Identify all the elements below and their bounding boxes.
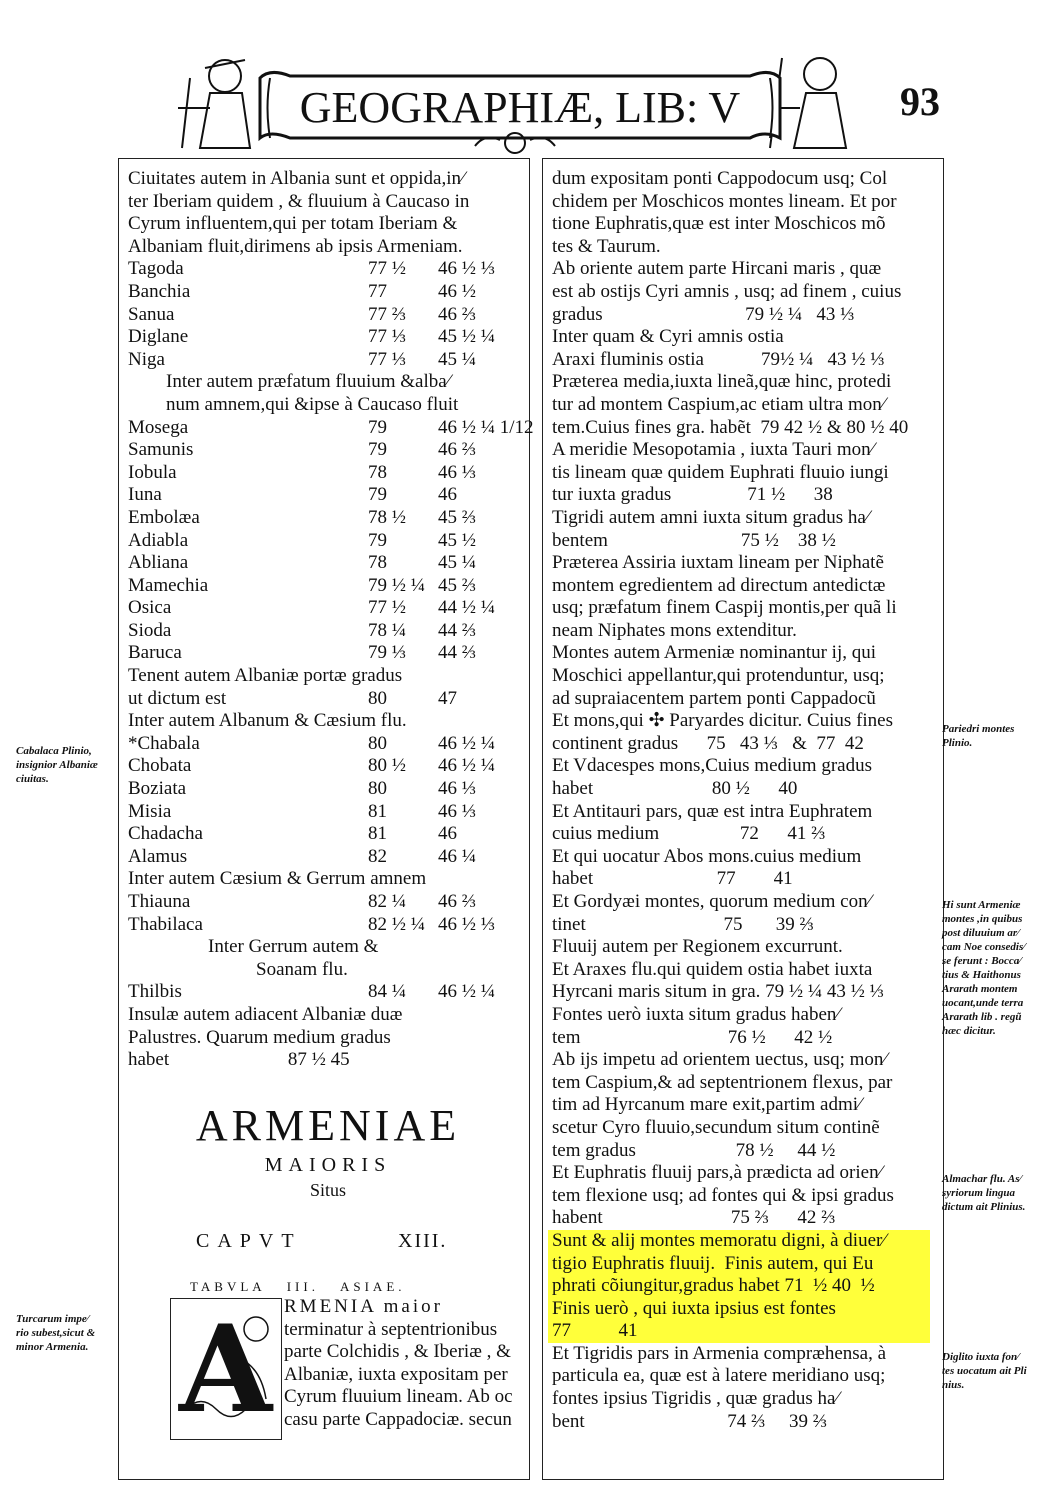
longitude: 77 ½ bbox=[368, 597, 406, 619]
text-line: Hyrcani maris situm in gra. 79 ½ ¼ 43 ½ ⅓ bbox=[552, 981, 884, 1003]
text-line: Araxi fluminis ostia 79½ ¼ 43 ½ ⅓ bbox=[552, 348, 885, 370]
place-row bbox=[128, 846, 528, 869]
text-line: fontes ipsius Tigridis , quæ gradus ha⁄ bbox=[552, 1388, 839, 1410]
left-column bbox=[128, 168, 534, 1312]
latitude: 47 bbox=[438, 687, 457, 709]
longitude: 81 bbox=[368, 823, 387, 845]
text-line: Præterea Assiria iuxtam lineam per Niphatẽ bbox=[552, 552, 884, 574]
latitude: 46 ½ ¼ bbox=[438, 755, 495, 777]
place-row bbox=[128, 530, 528, 553]
longitude: 79 ⅓ bbox=[368, 642, 406, 664]
place-name: Tagoda bbox=[128, 258, 184, 280]
text-line: Inter autem præfatum fluuium &alba⁄ bbox=[166, 371, 450, 393]
text-line: parte Colchidis , & Iberiæ , & bbox=[284, 1341, 511, 1363]
place-name: Thabilaca bbox=[128, 913, 203, 935]
latitude: 46 ½ ⅓ bbox=[438, 913, 495, 935]
latitude: 46 ⅓ bbox=[438, 778, 476, 800]
longitude: 78 bbox=[368, 461, 387, 483]
text-line: tem gradus 78 ½ 44 ½ bbox=[552, 1139, 836, 1161]
place-row bbox=[128, 349, 528, 372]
text-line: est ab ostijs Cyri amnis , usq; ad finem , cuius bbox=[552, 280, 902, 302]
place-row bbox=[128, 258, 528, 281]
latitude: 46 ⅓ bbox=[438, 800, 476, 822]
text-line: A meridie Mesopotamia , iuxta Tauri mon⁄ bbox=[552, 439, 874, 461]
longitude: 78 bbox=[368, 552, 387, 574]
longitude: 82 bbox=[368, 845, 387, 867]
latitude: 45 ½ ¼ bbox=[438, 326, 495, 348]
latitude: 46 ⅓ bbox=[438, 461, 476, 483]
longitude: 84 ¼ bbox=[368, 981, 406, 1003]
text-line: casu parte Cappadociæ. secun bbox=[284, 1408, 512, 1430]
chapter-title: ARMENIAE bbox=[195, 1100, 461, 1150]
text-line: Et Tigridis pars in Armenia compræhensa, à bbox=[552, 1342, 887, 1364]
text-line: habent 75 ⅔ 42 ⅔ bbox=[552, 1207, 836, 1229]
latitude: 44 ⅔ bbox=[438, 642, 476, 664]
place-row bbox=[128, 620, 528, 643]
text-line: Palustres. Quarum medium gradus bbox=[128, 1026, 391, 1048]
place-row bbox=[128, 575, 528, 598]
text-line: tim ad Hyrcanum mare exit,partim admi⁄ bbox=[552, 1094, 862, 1116]
latitude: 46 ¼ bbox=[438, 845, 476, 867]
longitude: 79 ½ ¼ bbox=[368, 574, 425, 596]
text-line: habet 87 ½ 45 bbox=[128, 1049, 350, 1071]
latitude: 46 ½ bbox=[438, 280, 476, 302]
longitude: 77 ⅓ bbox=[368, 348, 406, 370]
text-line: Cyrum influentem,qui per totam Iberiam & bbox=[128, 213, 458, 235]
place-row bbox=[128, 688, 528, 711]
initial-letter: A bbox=[179, 1299, 273, 1440]
latitude: 46 bbox=[438, 823, 457, 845]
place-name: ut dictum est bbox=[128, 687, 227, 709]
place-row bbox=[128, 281, 528, 304]
text-line: habet 77 41 bbox=[552, 868, 793, 890]
highlighted-line: Finis uerò , qui iuxta ipsius est fontes bbox=[548, 1298, 930, 1321]
armenia-paragraph bbox=[284, 1296, 514, 1432]
latitude: 46 ½ ¼ 1/12 bbox=[438, 416, 534, 438]
latitude: 44 ⅔ bbox=[438, 619, 476, 641]
latitude: 46 ½ ¼ bbox=[438, 732, 495, 754]
text-line: Ciuitates autem in Albania sunt et oppida,in⁄ bbox=[128, 168, 465, 189]
text-line: terminatur à septentrionibus bbox=[284, 1318, 498, 1340]
text-line: dum expositam ponti Cappodocum usq; Col bbox=[552, 168, 888, 189]
highlighted-line: phrati cõiungitur,gradus habet 71 ½ 40 ½ bbox=[548, 1275, 930, 1298]
place-name: Diglane bbox=[128, 326, 189, 348]
page-number: 93 bbox=[900, 79, 940, 124]
latitude: 46 ⅔ bbox=[438, 891, 476, 912]
place-row bbox=[128, 439, 528, 462]
latitude: 45 ½ bbox=[438, 529, 476, 551]
latitude: 45 ¼ bbox=[438, 552, 476, 574]
text-line: Præterea media,iuxta lineã,quæ hinc, protedi bbox=[552, 371, 892, 393]
longitude: 77 ⅓ bbox=[368, 326, 406, 348]
text-line: chidem per Moschicos montes lineam. Et por bbox=[552, 190, 897, 212]
highlighted-line: tigio Euphratis fluuij. Finis autem, qui Eu bbox=[548, 1253, 930, 1276]
decorated-initial bbox=[170, 1298, 282, 1440]
longitude: 80 bbox=[368, 687, 387, 709]
longitude: 79 bbox=[368, 484, 387, 506]
margin-note-almachar: Almachar flu. As⁄ syriorum lingua dictum ait Plinius. bbox=[942, 1173, 1026, 1213]
margin-note-diglito: Diglito iuxta fon⁄ tes uocatum ait Pli nius. bbox=[942, 1351, 1027, 1391]
text-line: Et Antitauri pars, quæ est intra Euphratem bbox=[552, 800, 873, 822]
text-line: num amnem,qui &ipse à Caucaso fluit bbox=[166, 393, 459, 415]
caput-label: CAPVT bbox=[196, 1229, 302, 1252]
margin-note-cabalaca: Cabalaca Plinio, insignior Albaniæ ciuitas. bbox=[16, 745, 98, 785]
chapter-situs: Situs bbox=[309, 1179, 347, 1200]
text-line: Tigridi autem amni iuxta situm gradus ha⁄ bbox=[552, 506, 869, 528]
text-line: usq; præfatum finem Caspij montis,per quã li bbox=[552, 597, 897, 619]
latitude: 46 ⅔ bbox=[438, 303, 476, 325]
highlighted-line: 77 41 bbox=[548, 1320, 930, 1343]
text-line: bentem 75 ½ 38 ½ bbox=[552, 529, 836, 551]
place-row bbox=[128, 801, 528, 824]
text-line: Ab ijs impetu ad orientem uectus, usq; mon⁄ bbox=[552, 1049, 887, 1071]
text-line: Soanam flu. bbox=[256, 958, 348, 980]
text-line: RMENIA maior bbox=[284, 1296, 443, 1317]
place-name: Mamechia bbox=[128, 574, 209, 596]
text-line: tur iuxta gradus 71 ½ 38 bbox=[552, 484, 833, 506]
text-line: Et Vdacespes mons,Cuius medium gradus bbox=[552, 755, 872, 777]
place-row bbox=[128, 507, 528, 530]
text-line: tinet 75 39 ⅔ bbox=[552, 913, 814, 935]
caput-number: XIII. bbox=[398, 1229, 448, 1252]
text-line: Albaniam fluit,dirimens ab ipsis Armeniam. bbox=[128, 235, 463, 257]
header-title: GEOGRAPHIÆ, LIB: V bbox=[299, 83, 741, 132]
text-line: habet 80 ½ 40 bbox=[552, 778, 798, 800]
place-row bbox=[128, 552, 528, 575]
place-name: Thiauna bbox=[128, 891, 191, 912]
text-line: Inter autem Albanum & Cæsium flu. bbox=[128, 710, 407, 732]
text-line: bent 74 ⅔ 39 ⅔ bbox=[552, 1410, 827, 1432]
text-line: Ab oriente autem parte Hircani maris , quæ bbox=[552, 258, 882, 280]
place-row bbox=[128, 326, 528, 349]
text-line: gradus 79 ½ ¼ 43 ⅓ bbox=[552, 303, 855, 325]
text-line: Et mons,qui ✣ Paryardes dicitur. Cuius fines bbox=[552, 710, 893, 732]
place-row bbox=[128, 981, 528, 1004]
text-line: continent gradus 75 43 ⅓ & 77 42 bbox=[552, 732, 864, 754]
place-row bbox=[128, 891, 528, 914]
text-line: Et qui uocatur Abos mons.cuius medium bbox=[552, 845, 862, 867]
latitude: 46 bbox=[438, 484, 457, 506]
text-line: neam Niphates mons extenditur. bbox=[552, 619, 797, 641]
highlighted-line: Sunt & alij montes memoratu digni, à diuer⁄ bbox=[548, 1230, 930, 1253]
latitude: 46 ½ ⅓ bbox=[438, 258, 495, 280]
margin-note-hisunt: Hi sunt Armeniæ montes ,in quibus post diluuium ar⁄ cam Noe consedis⁄ se ferunt : Bocca⁄ tius & Haithonus Ararath montem uocant,unde terra Ararath lib . regũ hæc dicitur. bbox=[942, 899, 1026, 1037]
text-line: scetur Cyro fluuio,secundum situm continẽ bbox=[552, 1116, 880, 1138]
place-row bbox=[128, 597, 528, 620]
text-line: Inter Gerrum autem & bbox=[208, 936, 379, 958]
place-row bbox=[128, 733, 528, 756]
text-line: cuius medium 72 41 ⅔ bbox=[552, 823, 826, 845]
place-name: Chobata bbox=[128, 755, 192, 777]
place-name: Embolæa bbox=[128, 506, 200, 528]
longitude: 81 bbox=[368, 800, 387, 822]
text-line: tione Euphratis,quæ est inter Moschicos mõ bbox=[552, 213, 886, 235]
longitude: 79 bbox=[368, 416, 387, 438]
text-line: Tenent autem Albaniæ portæ gradus bbox=[128, 665, 403, 687]
place-name: Iuna bbox=[128, 484, 162, 506]
margin-note-pariedri: Pariedri montes Plinio. bbox=[942, 723, 1015, 749]
text-line: tur ad montem Caspium,ac etiam ultra mon⁄ bbox=[552, 393, 885, 415]
text-line: Cyrum fluuium lineam. Ab oc bbox=[284, 1386, 513, 1408]
text-line: Inter autem Cæsium & Gerrum amnem bbox=[128, 868, 427, 890]
text-line: ter Iberiam quidem , & fluuium à Caucaso in bbox=[128, 190, 470, 212]
place-name: Mosega bbox=[128, 416, 189, 438]
place-name: Niga bbox=[128, 348, 165, 370]
place-name: Sanua bbox=[128, 303, 175, 325]
place-name: Abliana bbox=[128, 552, 189, 574]
text-line: tem.Cuius fines gra. habẽt 79 42 ½ & 80 ½ 40 bbox=[552, 416, 909, 438]
longitude: 77 ⅔ bbox=[368, 303, 406, 325]
text-line: Inter quam & Cyri amnis ostia bbox=[552, 326, 784, 348]
text-line: montem egredientem ad directum antedictæ bbox=[552, 574, 886, 596]
place-name: Sioda bbox=[128, 619, 172, 641]
place-name: Chadacha bbox=[128, 823, 203, 845]
text-line: tis lineam quæ quidem Euphrati fluuio iungi bbox=[552, 461, 889, 483]
place-name: Alamus bbox=[128, 845, 188, 867]
place-row bbox=[128, 823, 528, 846]
right-column bbox=[552, 168, 937, 1433]
longitude: 79 bbox=[368, 529, 387, 551]
text-line: particula ea, quæ est à latere meridiano usq; bbox=[552, 1365, 886, 1387]
longitude: 82 ¼ bbox=[368, 891, 406, 912]
place-row bbox=[128, 914, 528, 937]
text-line: Et Araxes flu.qui quidem ostia habet iuxta bbox=[552, 958, 873, 980]
longitude: 82 ½ ¼ bbox=[368, 913, 425, 935]
longitude: 77 ½ bbox=[368, 258, 406, 280]
longitude: 77 bbox=[368, 280, 387, 302]
text-line: tem Caspium,& ad septentrionem flexus, par bbox=[552, 1071, 893, 1093]
place-name: Baruca bbox=[128, 642, 182, 664]
text-line: ad supraiacentem partem ponti Cappadocũ bbox=[552, 687, 876, 709]
latitude: 46 ⅔ bbox=[438, 439, 476, 461]
place-row bbox=[128, 462, 528, 485]
latitude: 46 ½ ¼ bbox=[438, 981, 495, 1003]
place-row bbox=[128, 778, 528, 801]
place-row bbox=[128, 642, 528, 665]
place-name: Misia bbox=[128, 800, 172, 822]
text-line: tes & Taurum. bbox=[552, 235, 661, 257]
text-line: tem flexione usq; ad fontes qui & ipsi gradus bbox=[552, 1184, 894, 1206]
latitude: 45 ⅔ bbox=[438, 574, 476, 596]
longitude: 80 bbox=[368, 778, 387, 800]
text-line: Insulæ autem adiacent Albaniæ duæ bbox=[128, 1003, 403, 1025]
text-line: tem 76 ½ 42 ½ bbox=[552, 1026, 833, 1048]
place-row bbox=[128, 304, 528, 327]
chapter-subtitle: MAIORIS bbox=[264, 1153, 392, 1176]
place-row bbox=[128, 416, 534, 440]
text-line: Albaniæ, iuxta expositam per bbox=[284, 1363, 508, 1385]
longitude: 78 ¼ bbox=[368, 619, 406, 641]
place-name: Boziata bbox=[128, 778, 187, 800]
place-row bbox=[128, 755, 528, 778]
longitude: 79 bbox=[368, 439, 387, 461]
text-line: Moschici appellantur,qui protenduntur, usq; bbox=[552, 665, 885, 687]
place-name: Banchia bbox=[128, 280, 191, 302]
place-name: Adiabla bbox=[128, 529, 189, 551]
text-line: Fluuij autem per Regionem excurrunt. bbox=[552, 936, 843, 958]
place-name: Samunis bbox=[128, 439, 194, 461]
longitude: 80 ½ bbox=[368, 755, 406, 777]
latitude: 44 ½ ¼ bbox=[438, 597, 495, 619]
place-name: Iobula bbox=[128, 461, 177, 483]
text-line: Montes autem Armeniæ nominantur ij, qui bbox=[552, 642, 877, 664]
caput-heading bbox=[128, 1220, 528, 1262]
longitude: 78 ½ bbox=[368, 506, 406, 528]
text-line: Fontes uerò iuxta situm gradus haben⁄ bbox=[552, 1003, 840, 1025]
place-name: Osica bbox=[128, 597, 172, 619]
longitude: 80 bbox=[368, 732, 387, 754]
latitude: 45 ¼ bbox=[438, 348, 476, 370]
text-line: Et Euphratis fluuij pars,à prædicta ad orien⁄ bbox=[552, 1162, 882, 1184]
text-line: Et Gordyæi montes, quorum medium con⁄ bbox=[552, 891, 871, 912]
place-row bbox=[128, 484, 528, 507]
latitude: 45 ⅔ bbox=[438, 506, 476, 528]
place-name: *Chabala bbox=[128, 732, 200, 754]
margin-note-turcarum: Turcarum impe⁄ rio subest,sicut & minor Armenia. bbox=[16, 1313, 96, 1353]
header-banner bbox=[170, 38, 870, 158]
place-name: Thilbis bbox=[128, 981, 182, 1003]
tabula-line: TABVLA III. ASIAE. bbox=[190, 1278, 406, 1294]
